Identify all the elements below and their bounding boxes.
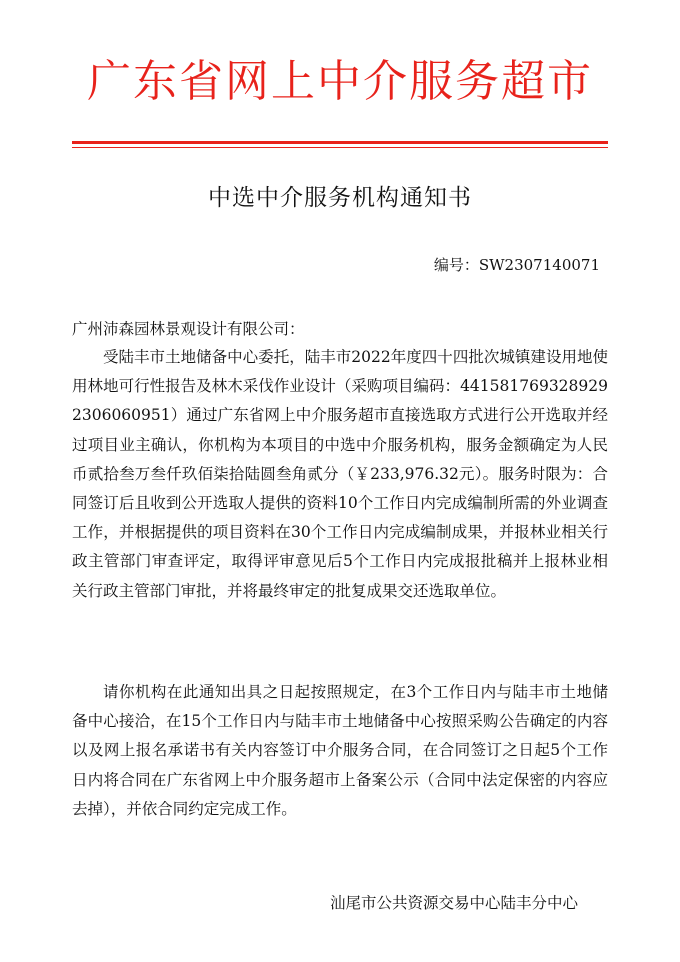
issuer-signature: 汕尾市公共资源交易中心陆丰分中心 — [329, 894, 578, 912]
body-paragraph-instructions: 请你机构在此通知出具之日起按照规定，在3个工作日内与陆丰市土地储备中心接洽，在15个工作日内与陆丰市土地储备中心按照采购公告确定的内容以及网上报名承诺书有关内容签订中介服务合同，在合同签订之日起5个工作日内将合同在广东省网上中介服务超市上备案公示（合同中法定保密的内容应去掉），并依合同约定完成工作。 — [72, 683, 608, 818]
masthead-rule-thick — [72, 141, 608, 144]
document-title: 中选中介服务机构通知书 — [208, 185, 472, 211]
serial-number: 编号：SW2307140071 — [433, 256, 600, 274]
masthead-rule-thin — [72, 147, 608, 148]
masthead-title: 广东省网上中介服务超市 — [87, 56, 593, 107]
addressee: 广州沛森园林景观设计有限公司： — [72, 320, 305, 338]
body-paragraph-award: 受陆丰市土地储备中心委托，陆丰市2022年度四十四批次城镇建设用地使用林地可行性报告及林木采伐作业设计（采购项目编码：4415817693289292306060951）通过广东省网上中介服务超市直接选取方式进行公开选取并经过项目业主确认，你机构为本项目的中选中介服务机构，服务金额确定为人民币贰拾叁万叁仟玖佰柒拾陆圆叁角贰分（￥233,976.32元）。服务时限为：合同签订后且收到公开选取人提供的资料10个工作日内完成编制所需的外业调查工作，并根据提供的项目资料在30个工作日内完成编制成果，并报林业相关行政主管部门审查评定，取得评审意见后5个工作日内完成报批稿并上报林业相关行政主管部门审批，并将最终审定的批复成果交还选取单位。 — [72, 348, 608, 600]
